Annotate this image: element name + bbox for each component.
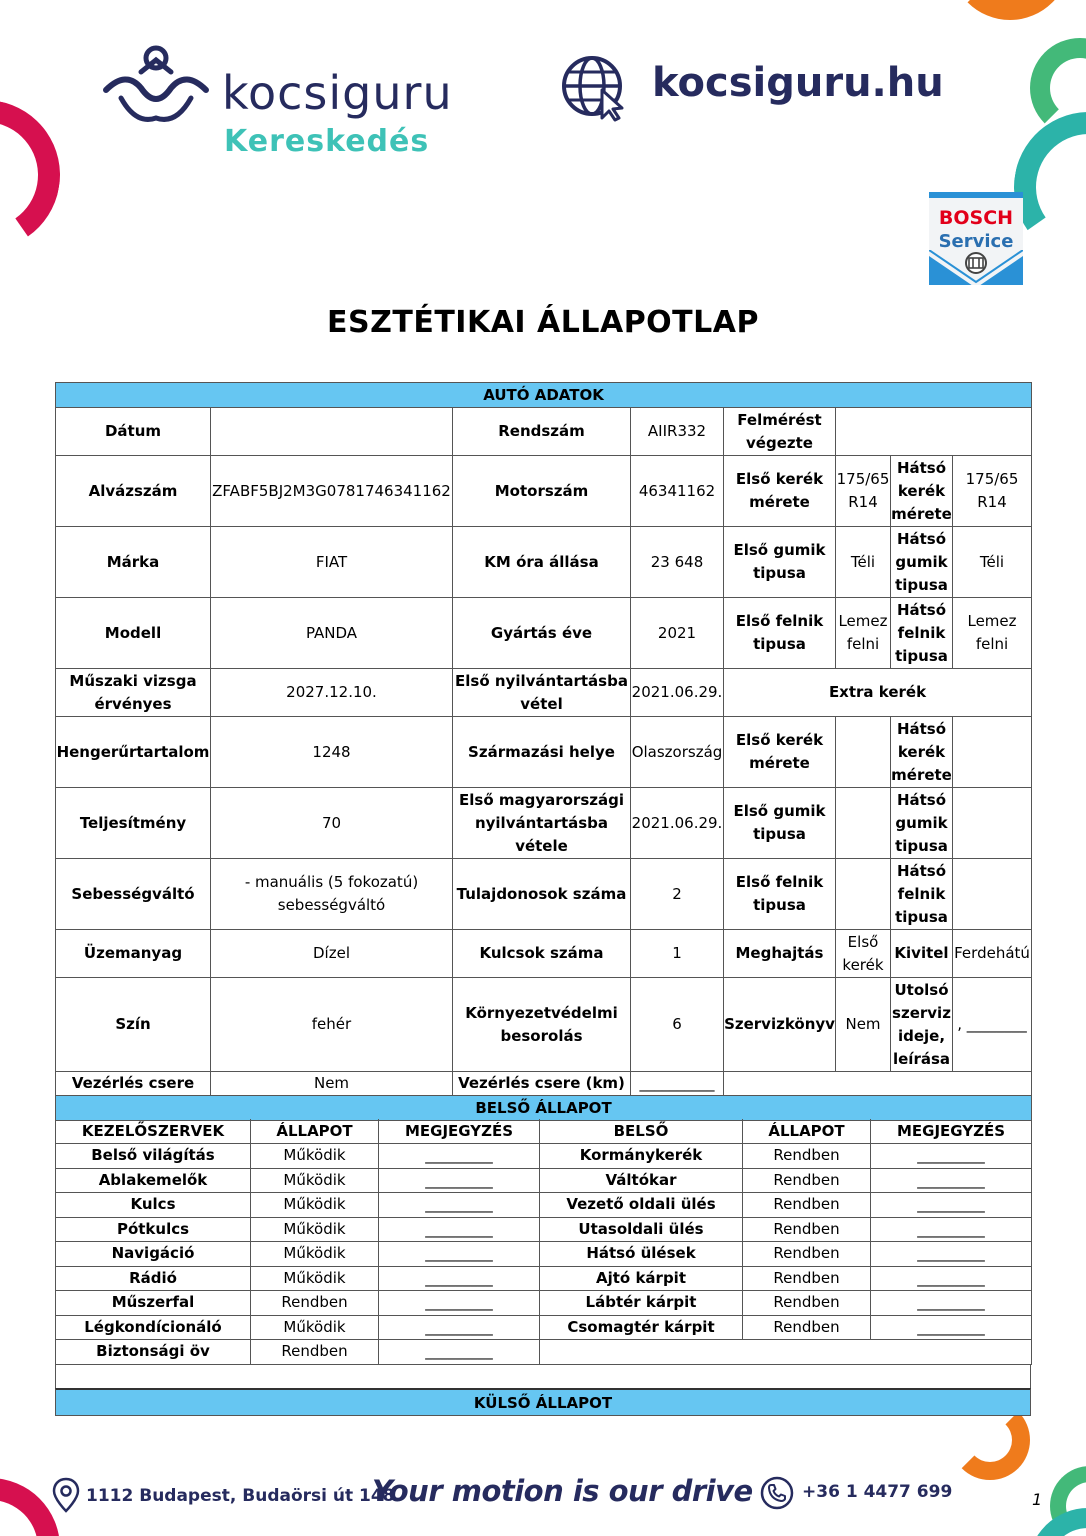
felmeres-value bbox=[836, 408, 1032, 456]
empty-cell bbox=[540, 1340, 1032, 1365]
extra-hatso-gumi-value bbox=[953, 788, 1032, 859]
column-header: BELSŐ bbox=[540, 1119, 743, 1144]
alvazszam-label: Alvázszám bbox=[56, 456, 211, 527]
inner-item-state: Működik bbox=[251, 1144, 379, 1169]
inner-item-name: Utasoldali ülés bbox=[540, 1217, 743, 1242]
uzemanyag-label: Üzemanyag bbox=[56, 930, 211, 978]
table-row bbox=[56, 1193, 1032, 1218]
uzemanyag-value: Dízel bbox=[211, 930, 453, 978]
section-header-car-data: AUTÓ ADATOK bbox=[56, 383, 1032, 408]
vezerles-km-label: Vezérlés csere (km) bbox=[453, 1072, 631, 1096]
szarmazas-label: Származási helye bbox=[453, 717, 631, 788]
hatso-felni-label: Hátsó felnik tipusa bbox=[891, 598, 953, 669]
inner-item-state: Rendben bbox=[743, 1315, 871, 1340]
column-header: KEZELŐSZERVEK bbox=[56, 1119, 251, 1144]
extra-hatso-kerek-value bbox=[953, 717, 1032, 788]
rendszam-label: Rendszám bbox=[453, 408, 631, 456]
inner-item-note: _________ bbox=[871, 1291, 1032, 1316]
table-row bbox=[56, 1242, 1032, 1267]
inner-item-name: Csomagtér kárpit bbox=[540, 1315, 743, 1340]
marka-value: FIAT bbox=[211, 527, 453, 598]
motorszam-label: Motorszám bbox=[453, 456, 631, 527]
inner-item-name: Biztonsági öv bbox=[56, 1340, 251, 1365]
page-number: 1 bbox=[1032, 1490, 1043, 1509]
utolso-szerviz-label: Utolsó szerviz ideje, leírása bbox=[891, 978, 953, 1072]
inner-item-state: Rendben bbox=[251, 1291, 379, 1316]
inner-item-state: Rendben bbox=[743, 1217, 871, 1242]
henger-value: 1248 bbox=[211, 717, 453, 788]
extra-hatso-kerek-label: Hátsó kerék mérete bbox=[891, 717, 953, 788]
car-data-table bbox=[55, 382, 1032, 1121]
inner-item-name: Pótkulcs bbox=[56, 1217, 251, 1242]
brand-subtitle: Kereskedés bbox=[224, 124, 430, 159]
elso-gumi-label: Első gumik tipusa bbox=[724, 527, 836, 598]
vezerles-value: Nem bbox=[211, 1072, 453, 1096]
elso-kerek-meret-label: Első kerék mérete bbox=[724, 456, 836, 527]
table-row bbox=[56, 1266, 1032, 1291]
location-pin-icon bbox=[52, 1477, 80, 1513]
decorative-arc bbox=[0, 88, 72, 262]
inner-item-note: _________ bbox=[379, 1217, 540, 1242]
inner-condition-table bbox=[55, 1119, 1032, 1365]
bosch-title: BOSCH bbox=[938, 207, 1014, 229]
elso-nyilv-value: 2021.06.29. bbox=[631, 669, 724, 717]
inner-item-name: Belső világítás bbox=[56, 1144, 251, 1169]
inner-item-note: _________ bbox=[379, 1193, 540, 1218]
kornyezet-label: Környezetvédelmi besorolás bbox=[453, 978, 631, 1072]
inner-item-note: _________ bbox=[871, 1315, 1032, 1340]
table-row bbox=[56, 1144, 1032, 1169]
globe-cursor-icon bbox=[560, 52, 630, 122]
hatso-felni-value: Lemez felni bbox=[953, 598, 1032, 669]
inner-item-state: Működik bbox=[251, 1217, 379, 1242]
kivitel-value: Ferdehátú bbox=[953, 930, 1032, 978]
inner-item-name: Vezető oldali ülés bbox=[540, 1193, 743, 1218]
tulajdonosok-value: 2 bbox=[631, 859, 724, 930]
km-value: 23 648 bbox=[631, 527, 724, 598]
inner-item-note: _________ bbox=[871, 1266, 1032, 1291]
inner-item-name: Hátsó ülések bbox=[540, 1242, 743, 1267]
elso-nyilv-label: Első nyilvántartásba vétel bbox=[453, 669, 631, 717]
elso-gumi-value: Téli bbox=[836, 527, 891, 598]
inner-item-state: Működik bbox=[251, 1193, 379, 1218]
henger-label: Hengerűrtartalom bbox=[56, 717, 211, 788]
szin-value: fehér bbox=[211, 978, 453, 1072]
inner-item-name: Kormánykerék bbox=[540, 1144, 743, 1169]
sebessegvalto-label: Sebességváltó bbox=[56, 859, 211, 930]
website-url[interactable]: kocsiguru.hu bbox=[652, 60, 944, 106]
extra-elso-felni-value bbox=[836, 859, 891, 930]
inner-item-note: _________ bbox=[379, 1144, 540, 1169]
table-row bbox=[56, 1168, 1032, 1193]
elso-magyar-value: 2021.06.29. bbox=[631, 788, 724, 859]
inner-item-state: Rendben bbox=[743, 1168, 871, 1193]
inner-item-state: Működik bbox=[251, 1266, 379, 1291]
meghajtas-label: Meghajtás bbox=[724, 930, 836, 978]
inner-item-name: Légkondícionáló bbox=[56, 1315, 251, 1340]
empty-cell bbox=[724, 1072, 1032, 1096]
inner-item-state: Rendben bbox=[743, 1291, 871, 1316]
modell-value: PANDA bbox=[211, 598, 453, 669]
extra-elso-felni-label: Első felnik tipusa bbox=[724, 859, 836, 930]
column-header: MEGJEGYZÉS bbox=[379, 1119, 540, 1144]
modell-label: Modell bbox=[56, 598, 211, 669]
inner-item-note: _________ bbox=[871, 1144, 1032, 1169]
inner-item-name: Ajtó kárpit bbox=[540, 1266, 743, 1291]
vezerles-label: Vezérlés csere bbox=[56, 1072, 211, 1096]
elso-felni-label: Első felnik tipusa bbox=[724, 598, 836, 669]
inner-item-note: _________ bbox=[379, 1315, 540, 1340]
inner-item-name: Műszerfal bbox=[56, 1291, 251, 1316]
kivitel-label: Kivitel bbox=[891, 930, 953, 978]
inner-item-note: _________ bbox=[379, 1266, 540, 1291]
alvazszam-value: ZFABF5BJ2M3G0781746341162 bbox=[211, 456, 453, 527]
tulajdonosok-label: Tulajdonosok száma bbox=[453, 859, 631, 930]
extra-hatso-felni-value bbox=[953, 859, 1032, 930]
hatso-kerek-meret-value: 175/65 R14 bbox=[953, 456, 1032, 527]
table-row bbox=[56, 1291, 1032, 1316]
inner-item-note: _________ bbox=[379, 1168, 540, 1193]
blank-row bbox=[55, 1364, 1031, 1388]
decorative-arc bbox=[0, 1478, 60, 1536]
inner-item-note: _________ bbox=[871, 1168, 1032, 1193]
inner-item-name: Ablakemelők bbox=[56, 1168, 251, 1193]
bosch-armature-icon bbox=[929, 250, 1023, 285]
rendszam-value: AIIR332 bbox=[631, 408, 724, 456]
inner-item-state: Működik bbox=[251, 1315, 379, 1340]
inner-item-name: Lábtér kárpit bbox=[540, 1291, 743, 1316]
page-title: ESZTÉTIKAI ÁLLAPOTLAP bbox=[327, 305, 759, 340]
elso-magyar-label: Első magyarországi nyilvántartásba vétele bbox=[453, 788, 631, 859]
inner-item-note: _________ bbox=[871, 1217, 1032, 1242]
inner-item-note: _________ bbox=[871, 1242, 1032, 1267]
gyartas-value: 2021 bbox=[631, 598, 724, 669]
extra-elso-gumi-label: Első gumik tipusa bbox=[724, 788, 836, 859]
footer-slogan: Your motion is our drive bbox=[372, 1474, 753, 1508]
szervizkonyv-value: Nem bbox=[836, 978, 891, 1072]
inner-item-name: Kulcs bbox=[56, 1193, 251, 1218]
section-header-outer: KÜLSŐ ÁLLAPOT bbox=[55, 1388, 1031, 1416]
table-row bbox=[56, 1315, 1032, 1340]
phone-icon bbox=[760, 1476, 794, 1510]
table-row bbox=[56, 1340, 1032, 1365]
table-row bbox=[56, 1217, 1032, 1242]
utolso-szerviz-value: , ________ bbox=[953, 978, 1032, 1072]
column-header: ÁLLAPOT bbox=[743, 1119, 871, 1144]
kornyezet-value: 6 bbox=[631, 978, 724, 1072]
km-label: KM óra állása bbox=[453, 527, 631, 598]
bosch-service-logo bbox=[929, 192, 1023, 285]
extra-elso-kerek-label: Első kerék mérete bbox=[724, 717, 836, 788]
inner-item-note: _________ bbox=[379, 1291, 540, 1316]
teljesitmeny-value: 70 bbox=[211, 788, 453, 859]
kulcsok-label: Kulcsok száma bbox=[453, 930, 631, 978]
felmeres-label: Felmérést végezte bbox=[724, 408, 836, 456]
vezerles-km-value: __________ bbox=[631, 1072, 724, 1096]
inner-item-note: _________ bbox=[871, 1193, 1032, 1218]
decorative-arc bbox=[950, 0, 1070, 20]
inner-item-state: Rendben bbox=[743, 1266, 871, 1291]
szin-label: Szín bbox=[56, 978, 211, 1072]
inner-item-state: Rendben bbox=[251, 1340, 379, 1365]
extra-kerek-label: Extra kerék bbox=[724, 669, 1032, 717]
column-header: ÁLLAPOT bbox=[251, 1119, 379, 1144]
motorszam-value: 46341162 bbox=[631, 456, 724, 527]
phone-text[interactable]: +36 1 4477 699 bbox=[802, 1482, 953, 1502]
website-logo bbox=[560, 52, 960, 122]
extra-elso-gumi-value bbox=[836, 788, 891, 859]
datum-label: Dátum bbox=[56, 408, 211, 456]
kocsiguru-logo bbox=[96, 36, 486, 159]
extra-elso-kerek-value bbox=[836, 717, 891, 788]
inner-table-header-row bbox=[56, 1119, 1032, 1144]
marka-label: Márka bbox=[56, 527, 211, 598]
muszaki-value: 2027.12.10. bbox=[211, 669, 453, 717]
inner-item-note: _________ bbox=[379, 1242, 540, 1267]
inner-item-note: _________ bbox=[379, 1340, 540, 1365]
address-text: 1112 Budapest, Budaörsi út 148. bbox=[86, 1486, 401, 1506]
hatso-gumi-label: Hátsó gumik tipusa bbox=[891, 527, 953, 598]
elso-felni-value: Lemez felni bbox=[836, 598, 891, 669]
inner-item-state: Működik bbox=[251, 1242, 379, 1267]
extra-hatso-felni-label: Hátsó felnik tipusa bbox=[891, 859, 953, 930]
inner-item-name: Rádió bbox=[56, 1266, 251, 1291]
kulcsok-value: 1 bbox=[631, 930, 724, 978]
meghajtas-value: Első kerék bbox=[836, 930, 891, 978]
inner-item-state: Rendben bbox=[743, 1193, 871, 1218]
inner-item-state: Rendben bbox=[743, 1242, 871, 1267]
inner-item-name: Váltókar bbox=[540, 1168, 743, 1193]
gyartas-label: Gyártás éve bbox=[453, 598, 631, 669]
teljesitmeny-label: Teljesítmény bbox=[56, 788, 211, 859]
sebessegvalto-value: - manuális (5 fokozatú) sebességváltó bbox=[211, 859, 453, 930]
inner-item-state: Rendben bbox=[743, 1144, 871, 1169]
kocsiguru-mascot-icon bbox=[96, 40, 216, 130]
hatso-gumi-value: Téli bbox=[953, 527, 1032, 598]
brand-name: kocsiguru bbox=[222, 66, 453, 120]
hatso-kerek-meret-label: Hátsó kerék mérete bbox=[891, 456, 953, 527]
extra-hatso-gumi-label: Hátsó gumik tipusa bbox=[891, 788, 953, 859]
szervizkonyv-label: Szervizkönyv bbox=[724, 978, 836, 1072]
inner-item-state: Működik bbox=[251, 1168, 379, 1193]
datum-value bbox=[211, 408, 453, 456]
section-header-inner: BELSŐ ÁLLAPOT bbox=[56, 1096, 1032, 1121]
szarmazas-value: Olaszország bbox=[631, 717, 724, 788]
bosch-subtitle: Service bbox=[938, 231, 1014, 252]
column-header: MEGJEGYZÉS bbox=[871, 1119, 1032, 1144]
elso-kerek-meret-value: 175/65 R14 bbox=[836, 456, 891, 527]
muszaki-label: Műszaki vizsga érvényes bbox=[56, 669, 211, 717]
inner-item-name: Navigáció bbox=[56, 1242, 251, 1267]
